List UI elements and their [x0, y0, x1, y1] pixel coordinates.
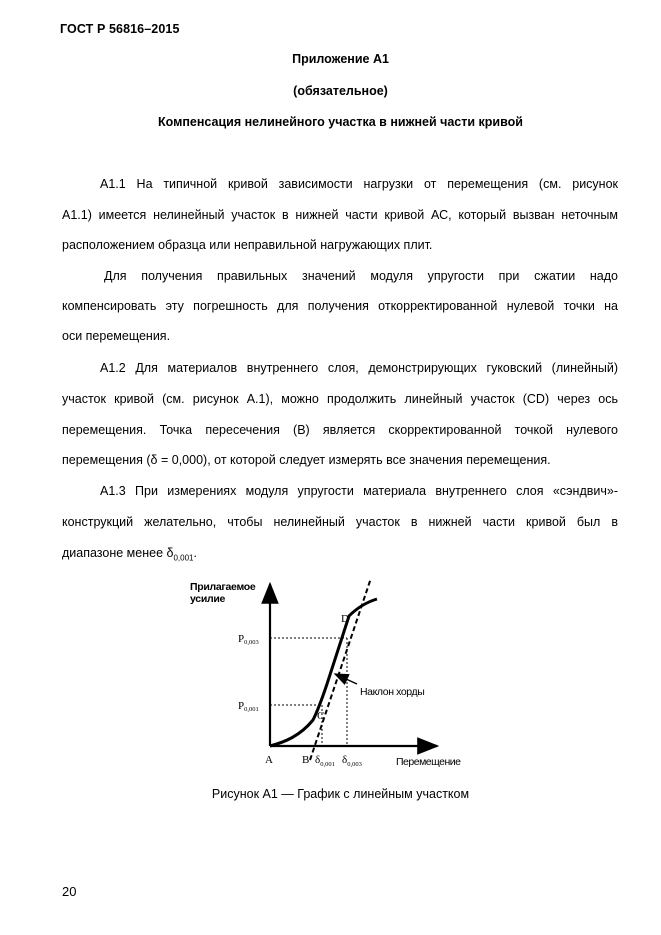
chord-pointer — [335, 674, 357, 684]
point-d-label: D — [341, 613, 349, 625]
d-0003-label — [342, 754, 362, 768]
load-displacement-graph — [185, 572, 475, 772]
appendix-status: (обязательное) — [293, 84, 388, 98]
p-0001-label — [238, 700, 259, 713]
appendix-heading: Компенсация нелинейного участка в нижней части кривой — [158, 115, 523, 129]
paragraph-line: А1.1) имеется нелинейный участок в нижней части кривой АС, который вызван неточным — [62, 208, 618, 222]
p-symbol: P — [238, 700, 245, 712]
paragraph-line-last — [62, 543, 618, 563]
load-curve — [270, 599, 377, 746]
point-c-label: C — [317, 710, 325, 722]
paragraph-line: оси перемещения. — [62, 329, 171, 343]
point-a-label: A — [265, 754, 273, 766]
paragraph-line: компенсировать эту погрешность для получения откорректированной нулевой точки на — [62, 299, 618, 313]
paragraph-line: перемещения (δ = 0,000), от которой следует измерять все значения перемещения. — [62, 453, 551, 467]
paragraph-line: Для получения правильных значений модуля упругости при сжатии надо — [104, 269, 618, 283]
d-0003-sub: 0,003 — [347, 761, 362, 768]
paragraph-line: участок кривой (см. рисунок А.1), можно продолжить линейный участок (CD) через ось — [62, 392, 618, 406]
y-axis-label-2: усилие — [190, 593, 226, 605]
figure-graph — [185, 572, 475, 772]
standard-code: ГОСТ Р 56816–2015 — [60, 22, 180, 36]
delta-subscript: 0,001 — [173, 553, 194, 563]
p-symbol: P — [238, 633, 245, 645]
d-0001-sub: 0,001 — [320, 761, 335, 768]
line-text: диапазоне менее δ — [62, 546, 174, 560]
paragraph-line: А1.3 При измерениях модуля упругости материала внутреннего слоя «сэндвич»- — [100, 484, 618, 498]
page-number: 20 — [62, 884, 77, 899]
delta-symbol: δ — [315, 754, 321, 766]
paragraph-line: перемещения. Точка пересечения (В) является скорректированной точкой нулевого — [62, 423, 618, 437]
p-0003-sub: 0,003 — [244, 639, 259, 646]
figure-caption: Рисунок А1 — График с линейным участком — [211, 787, 470, 801]
d-0001-label — [315, 754, 335, 768]
paragraph-line: расположением образца или неправильной нагружающих плит. — [62, 238, 433, 252]
paragraph-line: конструкций желательно, чтобы нелинейный участок в нижней части кривой был в — [62, 515, 618, 529]
p-0003-label — [238, 633, 259, 646]
point-b-label: B — [302, 754, 310, 766]
appendix-title: Приложение А1 — [292, 52, 389, 66]
period: . — [193, 546, 197, 560]
paragraph-line: А1.2 Для материалов внутреннего слоя, демонстрирующих гуковский (линейный) — [100, 361, 618, 375]
paragraph-line: А1.1 На типичной кривой зависимости нагрузки от перемещения (см. рисунок — [100, 177, 618, 191]
chord-label: Наклон хорды — [360, 686, 425, 698]
x-axis-label: Перемещение — [396, 756, 461, 768]
delta-symbol: δ — [342, 754, 348, 766]
y-axis-label-1: Прилагаемое — [190, 581, 256, 593]
p-0001-sub: 0,001 — [244, 706, 259, 713]
